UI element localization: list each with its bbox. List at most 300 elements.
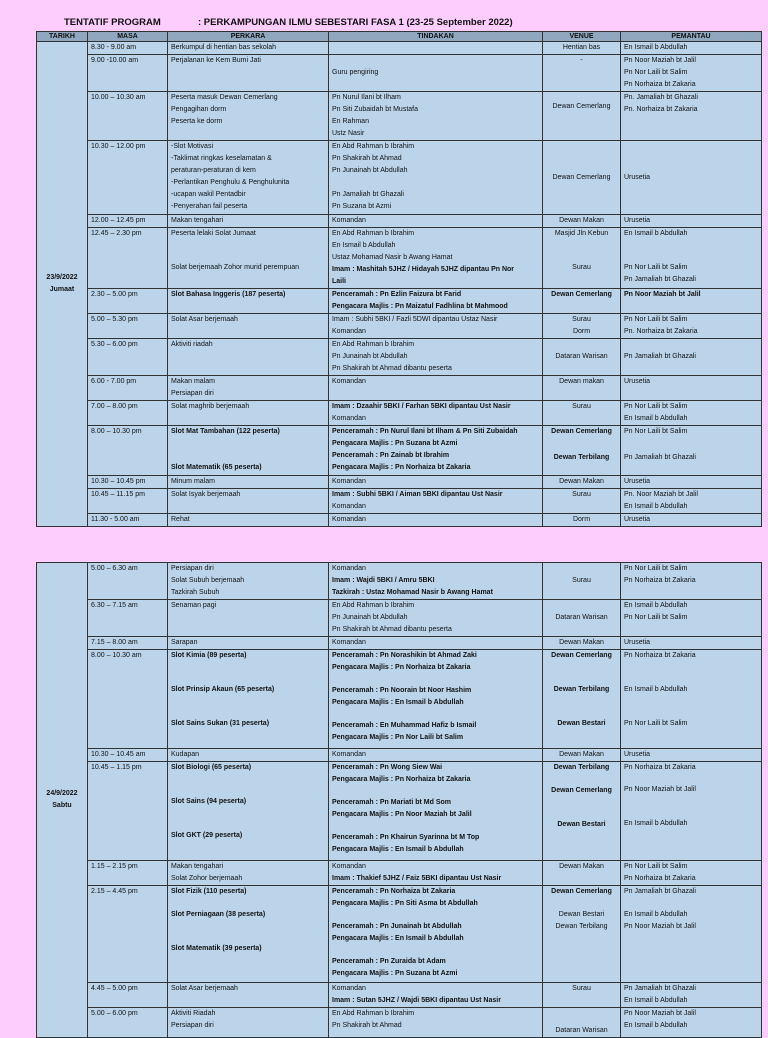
tindakan-text: Pengacara Majlis : Pn Suzana bt Azmi xyxy=(332,970,458,977)
tindakan-text: Komandan xyxy=(332,863,366,870)
pemantau-text: Pn Nor Laili bt Salim xyxy=(624,316,688,323)
pemantau-text: Pn Norhaiza bt Zakaria xyxy=(624,652,696,659)
pemantau-text: Urusetia xyxy=(624,217,651,224)
tindakan-cell xyxy=(329,42,543,55)
pemantau-text: Pn Jamaliah bt Ghazali xyxy=(624,353,696,360)
col-header-perkara: PERKARA xyxy=(168,32,329,42)
perkara-text: Solat Asar berjemaah xyxy=(171,316,238,323)
tindakan-text: Komandan xyxy=(332,478,366,485)
masa-text: 5.00 – 5.30 pm xyxy=(91,316,138,323)
tindakan-text: Imam : Wajdi 5BKI / Amru 5BKI xyxy=(332,577,435,584)
masa-cell xyxy=(88,637,168,650)
tindakan-cell xyxy=(329,886,543,983)
masa-cell xyxy=(88,339,168,376)
pemantau-cell xyxy=(621,401,762,426)
perkara-cell xyxy=(168,42,329,55)
pemantau-text: En Ismail b Abdullah xyxy=(624,686,688,693)
masa-text: 7.15 – 8.00 am xyxy=(91,639,138,646)
tindakan-text: En Abd Rahman b Ibrahim xyxy=(332,602,415,609)
venue-cell xyxy=(543,215,621,228)
pemantau-text: Pn Jamaliah bt Ghazali xyxy=(624,888,696,895)
pemantau-text: En Ismail b Abdullah xyxy=(624,602,688,609)
pemantau-text: Pn. Jamaliah bt Ghazali xyxy=(624,94,698,101)
schedule-table-day1 xyxy=(36,31,762,527)
pemantau-text: Pn Nor Laili bt Salim xyxy=(624,69,688,76)
table-row xyxy=(37,339,762,376)
perkara-cell xyxy=(168,141,329,215)
venue-cell xyxy=(543,92,621,141)
venue-cell xyxy=(543,314,621,339)
date-text: 23/9/2022 xyxy=(46,274,78,281)
masa-cell xyxy=(88,426,168,476)
pemantau-text: En Ismail b Abdullah xyxy=(624,44,688,51)
masa-cell xyxy=(88,376,168,401)
venue-cell xyxy=(543,476,621,489)
masa-cell xyxy=(88,42,168,55)
perkara-text: Solat Isyak berjemaah xyxy=(171,491,241,498)
masa-cell xyxy=(88,514,168,527)
pemantau-cell xyxy=(621,141,762,215)
perkara-text: -Taklimat ringkas keselamatan & xyxy=(171,155,272,162)
col-header-tarikh: TARIKH xyxy=(37,32,88,42)
venue-cell xyxy=(543,228,621,289)
pemantau-text: Urusetia xyxy=(624,173,651,181)
perkara-text: Rehat xyxy=(171,516,190,523)
venue-cell xyxy=(543,762,621,861)
tindakan-text: Tazkirah : Ustaz Mohamad Nasir b Awang Hamat xyxy=(332,589,493,596)
tindakan-text: En Abd Rahman b Ibrahim xyxy=(332,1010,415,1017)
tindakan-text: Penceramah : Pn Nurul Ilani bt Ilham & Pn Siti Zubaidah xyxy=(332,428,518,435)
perkara-text: Aktiviti Riadah xyxy=(171,1010,216,1017)
venue-text: Dewan Terbilang xyxy=(553,454,610,461)
pemantau-cell xyxy=(621,42,762,55)
perkara-text: Tazkirah Subuh xyxy=(171,589,220,596)
title-label: TENTATIF PROGRAM xyxy=(64,17,161,28)
tindakan-text: Penceramah : Pn Mariati bt Md Som xyxy=(332,799,452,806)
table-row xyxy=(37,749,762,762)
perkara-cell xyxy=(168,339,329,376)
masa-text: 7.00 – 8.00 pm xyxy=(91,403,138,410)
masa-text: 10.30 – 10.45 am xyxy=(91,751,146,758)
perkara-text: Makan tengahari xyxy=(171,217,224,224)
perkara-cell xyxy=(168,861,329,886)
masa-cell xyxy=(88,401,168,426)
pemantau-cell xyxy=(621,563,762,600)
pemantau-cell xyxy=(621,92,762,141)
tindakan-text: Komandan xyxy=(332,751,366,758)
col-header-tindakan: TINDAKAN xyxy=(329,32,543,42)
pemantau-cell xyxy=(621,762,762,861)
table-row xyxy=(37,563,762,600)
pemantau-text: Pn Nor Laili bt Salim xyxy=(624,428,688,435)
pemantau-text: En Ismail b Abdullah xyxy=(624,820,688,827)
table-row xyxy=(37,141,762,215)
masa-text: 10.45 – 1.15 pm xyxy=(91,764,142,771)
perkara-cell xyxy=(168,514,329,527)
tindakan-cell xyxy=(329,762,543,861)
masa-cell xyxy=(88,92,168,141)
day-text: Jumaat xyxy=(49,286,75,293)
table-row xyxy=(37,55,762,92)
perkara-text: Pengagihan dorm xyxy=(171,106,227,113)
pemantau-text: Pn Noor Maziah bt Jalil xyxy=(624,786,696,793)
tindakan-text: Laili xyxy=(332,278,347,285)
tindakan-text: Komandan xyxy=(332,415,366,422)
table-row xyxy=(37,289,762,314)
perkara-text: Kudapan xyxy=(171,751,200,758)
venue-cell xyxy=(543,42,621,55)
venue-text: Dewan Cemerlang xyxy=(551,652,612,659)
tindakan-text: Pn Junainah bt Abdullah xyxy=(332,614,408,621)
venue-text: Dewan Terbilang xyxy=(555,923,608,930)
table-row xyxy=(37,401,762,426)
venue-text: Dewan makan xyxy=(559,378,604,385)
table-row xyxy=(37,376,762,401)
table-row xyxy=(37,600,762,637)
tindakan-cell xyxy=(329,650,543,749)
masa-text: 8.00 – 10.30 am xyxy=(91,652,142,659)
pemantau-text: Pn Norhaiza bt Zakaria xyxy=(624,875,696,882)
pemantau-cell xyxy=(621,886,762,983)
venue-text: Dewan Makan xyxy=(559,217,604,224)
venue-text: Dewan Cemerlang xyxy=(552,173,611,181)
tindakan-text: Pn Suzana bt Azmi xyxy=(332,203,392,210)
tindakan-cell xyxy=(329,55,543,92)
venue-cell xyxy=(543,339,621,376)
tindakan-text: En Abd Rahman b Ibrahim xyxy=(332,143,415,150)
masa-cell xyxy=(88,983,168,1008)
venue-cell xyxy=(543,637,621,650)
masa-text: 9.00 -10.00 am xyxy=(91,57,139,64)
perkara-text: Slot Mat Tambahan (122 peserta) xyxy=(171,428,280,435)
masa-cell xyxy=(88,762,168,861)
tindakan-text: Pn Shakirah bt Ahmad dibantu peserta xyxy=(332,365,452,372)
pemantau-text: Pn Norhaiza bt Zakaria xyxy=(624,764,696,771)
masa-text: 5.30 – 6.00 pm xyxy=(91,341,138,348)
pemantau-cell xyxy=(621,1008,762,1038)
perkara-cell xyxy=(168,314,329,339)
tindakan-text: Komandan xyxy=(332,328,366,335)
pemantau-cell xyxy=(621,55,762,92)
pemantau-text: Pn. Norhaiza bt Zakaria xyxy=(624,328,698,335)
pemantau-text: Pn Noor Maziah bt Jalil xyxy=(624,1010,696,1017)
table-row xyxy=(37,650,762,749)
perkara-cell xyxy=(168,228,329,289)
tindakan-text: Pengacara Majlis : En Ismail b Abdullah xyxy=(332,846,464,853)
perkara-text: Peserta ke dorm xyxy=(171,118,223,125)
tindakan-text: En Ismail b Abdullah xyxy=(332,242,396,249)
pemantau-text: Pn Nor Laili bt Salim xyxy=(624,403,688,410)
tindakan-text: Penceramah : Pn Zuraida bt Adam xyxy=(332,958,446,965)
masa-cell xyxy=(88,1008,168,1038)
tindakan-cell xyxy=(329,228,543,289)
venue-text: Surau xyxy=(572,985,591,992)
perkara-cell xyxy=(168,600,329,637)
tindakan-text: Pengacara Majlis : En Ismail b Abdullah xyxy=(332,935,464,942)
venue-text: - xyxy=(580,57,583,64)
pemantau-text: Pn Nor Laili bt Salim xyxy=(624,565,688,572)
table-row xyxy=(37,886,762,983)
masa-text: 10.00 – 10.30 am xyxy=(91,94,146,101)
pemantau-text: Pn Nor Laili bt Salim xyxy=(624,614,688,621)
pemantau-text: Pn Jamaliah bt Ghazali xyxy=(624,985,696,992)
masa-text: 2.15 – 4.45 pm xyxy=(91,888,138,895)
day-text: Sabtu xyxy=(52,802,72,809)
masa-cell xyxy=(88,600,168,637)
table-row xyxy=(37,476,762,489)
perkara-text: Solat Subuh berjemaah xyxy=(171,577,245,584)
pemantau-text: En Ismail b Abdullah xyxy=(624,503,688,510)
tindakan-text: Ustaz Mohamad Nasir b Awang Hamat xyxy=(332,254,453,261)
pemantau-text: Urusetia xyxy=(624,751,651,758)
perkara-text: Slot Prinsip Akaun (65 peserta) xyxy=(171,686,275,693)
perkara-text: Solat Asar berjemaah xyxy=(171,985,238,992)
venue-cell xyxy=(543,650,621,749)
table-row xyxy=(37,489,762,514)
perkara-text: Slot Sains Sukan (31 peserta) xyxy=(171,720,270,727)
venue-cell xyxy=(543,426,621,476)
tindakan-text: Pn Shakirah bt Ahmad xyxy=(332,1022,402,1029)
pemantau-text: En Ismail b Abdullah xyxy=(624,911,688,918)
pemantau-cell xyxy=(621,600,762,637)
pemantau-cell xyxy=(621,339,762,376)
table-row xyxy=(37,228,762,289)
table-row xyxy=(37,637,762,650)
tindakan-text: Pn Junainah bt Abdullah xyxy=(332,167,408,174)
venue-text: Dorm xyxy=(572,516,591,523)
perkara-text: Peserta lelaki Solat Jumaat xyxy=(171,230,256,237)
perkara-text: Slot GKT (29 peserta) xyxy=(171,832,243,839)
tindakan-cell xyxy=(329,1008,543,1038)
table-row xyxy=(37,861,762,886)
pemantau-text: Pn. Noor Maziah bt Jalil xyxy=(624,491,698,498)
pemantau-text: Pn. Norhaiza bt Zakaria xyxy=(624,106,698,113)
tindakan-text: Ustz Nasir xyxy=(332,130,365,137)
masa-cell xyxy=(88,886,168,983)
tindakan-text: Penceramah : En Muhammad Hafiz b Ismail xyxy=(332,722,477,729)
venue-text: Hentian bas xyxy=(562,44,601,51)
pemantau-text: Pn Norhaiza bt Zakaria xyxy=(624,81,696,88)
perkara-text: Slot Kimia (89 peserta) xyxy=(171,652,247,659)
perkara-cell xyxy=(168,92,329,141)
tindakan-cell xyxy=(329,476,543,489)
tindakan-cell xyxy=(329,426,543,476)
venue-text: Dataran Warisan xyxy=(555,353,608,360)
tindakan-text: Komandan xyxy=(332,217,366,224)
tindakan-cell xyxy=(329,637,543,650)
tindakan-cell xyxy=(329,489,543,514)
pemantau-cell xyxy=(621,228,762,289)
pemantau-text: En Ismail b Abdullah xyxy=(624,415,688,422)
perkara-text: Perjalanan ke Kem Bumi Jati xyxy=(171,57,261,64)
tindakan-cell xyxy=(329,92,543,141)
table-row xyxy=(37,314,762,339)
venue-text: Surau xyxy=(572,491,591,498)
pemantau-cell xyxy=(621,314,762,339)
perkara-cell xyxy=(168,1008,329,1038)
perkara-cell xyxy=(168,563,329,600)
tindakan-text: Komandan xyxy=(332,985,366,992)
venue-text: Dewan Cemerlang xyxy=(552,103,611,110)
tindakan-text: Pengacara Majlis : Pn Nor Laili bt Salim xyxy=(332,734,464,741)
venue-text: Masjid Jln Kebun xyxy=(554,230,609,237)
pemantau-text: Pn Noor Maziah bt Jalil xyxy=(624,291,701,298)
perkara-text: -Penyerahan fail peserta xyxy=(171,203,248,210)
col-header-masa: MASA xyxy=(88,32,168,42)
tindakan-text: Komandan xyxy=(332,565,366,572)
pemantau-text: Pn Jamaliah bt Ghazali xyxy=(624,276,696,283)
perkara-cell xyxy=(168,650,329,749)
perkara-text: Solat Zohor berjemaah xyxy=(171,875,243,882)
tindakan-text: Imam : Dzaahir 5BKI / Farhan 5BKI dipantau Ust Nasir xyxy=(332,403,511,410)
perkara-text: Senaman pagi xyxy=(171,602,217,609)
perkara-cell xyxy=(168,762,329,861)
pemantau-cell xyxy=(621,476,762,489)
pemantau-text: Urusetia xyxy=(624,639,651,646)
masa-cell xyxy=(88,55,168,92)
tindakan-text: Pengacara Majlis : En Ismail b Abdullah xyxy=(332,699,464,706)
masa-text: 8.30 - 9.00 am xyxy=(91,44,137,51)
pemantau-text: Urusetia xyxy=(624,516,651,523)
pemantau-text: Pn Noor Maziah bt Jalil xyxy=(624,57,696,64)
perkara-text: Solat berjemaah Zohor murid perempuan xyxy=(171,264,300,271)
perkara-cell xyxy=(168,289,329,314)
venue-cell xyxy=(543,1008,621,1038)
tindakan-text: Pengacara Majlis : Pn Siti Asma bt Abdullah xyxy=(332,900,478,907)
perkara-text: Minum malam xyxy=(171,478,215,485)
venue-cell xyxy=(543,489,621,514)
title-text: : PERKAMPUNGAN ILMU SEBESTARI FASA 1 (23-25 September 2022) xyxy=(198,17,513,28)
masa-text: 12.45 – 2.30 pm xyxy=(91,230,142,237)
venue-text: Dewan Makan xyxy=(559,751,604,758)
masa-cell xyxy=(88,476,168,489)
pemantau-cell xyxy=(621,637,762,650)
tindakan-text: Guru pengiring xyxy=(332,69,379,76)
pemantau-text: En Ismail b Abdullah xyxy=(624,997,688,1004)
tindakan-text: Imam : Mashitah 5JHZ / Hidayah 5JHZ dipantau Pn Nor xyxy=(332,266,515,273)
tindakan-text: Imam : Subhi 5BKI / Aiman 5BKI dipantau Ust Nasir xyxy=(332,491,503,498)
perkara-cell xyxy=(168,489,329,514)
tindakan-text: Pn Shakirah bt Ahmad xyxy=(332,155,402,162)
masa-cell xyxy=(88,563,168,600)
pemantau-text: Pn Nor Laili bt Salim xyxy=(624,863,688,870)
tindakan-text: Penceramah : Pn Norashikin bt Ahmad Zaki xyxy=(332,652,477,659)
venue-text: Dewan Bestari xyxy=(557,821,606,828)
tindakan-text: Imam : Sutan 5JHZ / Wajdi 5BKI dipantau Ust Nasir xyxy=(332,997,501,1004)
tindakan-cell xyxy=(329,983,543,1008)
tindakan-cell xyxy=(329,376,543,401)
masa-cell xyxy=(88,215,168,228)
date-cell xyxy=(37,42,88,527)
venue-text: Surau xyxy=(572,403,591,410)
masa-text: 2.30 – 5.00 pm xyxy=(91,291,138,298)
tindakan-text: Penceramah : Pn Zainab bt Ibrahim xyxy=(332,452,450,459)
perkara-text: Solat maghrib berjemaah xyxy=(171,403,250,410)
tindakan-text: Penceramah : Pn Norhaiza bt Zakaria xyxy=(332,888,456,895)
perkara-text: Persiapan diri xyxy=(171,390,214,397)
tindakan-text: Pengacara Majlis : Pn Norhaiza bt Zakaria xyxy=(332,776,471,783)
pemantau-cell xyxy=(621,861,762,886)
tindakan-cell xyxy=(329,289,543,314)
tindakan-text: Pn Siti Zubaidah bt Mustafa xyxy=(332,106,418,113)
tindakan-cell xyxy=(329,314,543,339)
venue-cell xyxy=(543,514,621,527)
masa-text: 5.00 – 6.00 pm xyxy=(91,1010,138,1017)
pemantau-text: Pn Norhaiza bt Zakaria xyxy=(624,577,696,584)
table-row xyxy=(37,215,762,228)
perkara-text: Persiapan diri xyxy=(171,565,214,572)
venue-text: Dewan Bestari xyxy=(557,720,606,727)
tindakan-text: Pengacara Majlis : Pn Noor Maziah bt Jalil xyxy=(332,811,472,818)
venue-cell xyxy=(543,861,621,886)
tindakan-text: Pn Shakirah bt Ahmad dibantu peserta xyxy=(332,626,452,633)
pemantau-cell xyxy=(621,426,762,476)
perkara-cell xyxy=(168,376,329,401)
pemantau-text: En Ismail b Abdullah xyxy=(624,230,688,237)
perkara-text: Slot Fizik (110 peserta) xyxy=(171,888,247,895)
venue-text: Dewan Cemerlang xyxy=(551,787,612,794)
tindakan-cell xyxy=(329,600,543,637)
venue-text: Dewan Makan xyxy=(559,863,604,870)
table-row xyxy=(37,762,762,861)
tindakan-text: Komandan xyxy=(332,639,366,646)
tindakan-text: En Rahman xyxy=(332,118,369,125)
venue-cell xyxy=(543,401,621,426)
tindakan-cell xyxy=(329,215,543,228)
venue-cell xyxy=(543,600,621,637)
pemantau-text: Pn Nor Laili bt Salim xyxy=(624,720,688,727)
tindakan-cell xyxy=(329,514,543,527)
table-row xyxy=(37,983,762,1008)
tindakan-text: Pengacara Majlis : Pn Norhaiza bt Zakaria xyxy=(332,664,471,671)
venue-text: Dewan Cemerlang xyxy=(551,888,612,895)
masa-cell xyxy=(88,141,168,215)
venue-text: Dewan Bestari xyxy=(558,911,605,918)
table-row xyxy=(37,1008,762,1038)
venue-text: Dataran Warisan xyxy=(555,614,608,621)
perkara-text: Makan malam xyxy=(171,378,215,385)
tindakan-cell xyxy=(329,141,543,215)
tindakan-text: En Abd Rahman b Ibrahim xyxy=(332,341,415,348)
pemantau-cell xyxy=(621,376,762,401)
venue-text: Surau xyxy=(572,577,591,584)
pemantau-text: Urusetia xyxy=(624,478,651,485)
perkara-cell xyxy=(168,983,329,1008)
venue-cell xyxy=(543,376,621,401)
perkara-text: Sarapan xyxy=(171,639,198,646)
masa-text: 8.00 – 10.30 pm xyxy=(91,428,142,435)
tindakan-cell xyxy=(329,339,543,376)
perkara-text: Slot Bahasa Inggeris (187 peserta) xyxy=(171,291,286,298)
venue-text: Dewan Terbilang xyxy=(553,686,610,693)
venue-text: Dewan Makan xyxy=(559,478,604,485)
tindakan-text: Penceramah : Pn Junainah bt Abdullah xyxy=(332,923,462,930)
perkara-text: Slot Sains (94 peserta) xyxy=(171,798,247,805)
pemantau-text: Pn Noor Maziah bt Jalil xyxy=(624,923,696,930)
masa-text: 6.30 – 7.15 am xyxy=(91,602,138,609)
venue-cell xyxy=(543,563,621,600)
tindakan-text: Komandan xyxy=(332,378,366,385)
col-header-venue: VENUE xyxy=(543,32,621,42)
masa-text: 6.00 - 7.00 pm xyxy=(91,378,137,385)
perkara-cell xyxy=(168,426,329,476)
tindakan-text: Penceramah : Pn Khairun Syarinna bt M Top xyxy=(332,834,480,841)
perkara-text: Persiapan diri xyxy=(171,1022,214,1029)
venue-cell xyxy=(543,983,621,1008)
perkara-text: Berkumpul di hentian bas sekolah xyxy=(171,44,277,51)
perkara-text: peraturan-peraturan di kem xyxy=(171,167,256,174)
masa-cell xyxy=(88,650,168,749)
